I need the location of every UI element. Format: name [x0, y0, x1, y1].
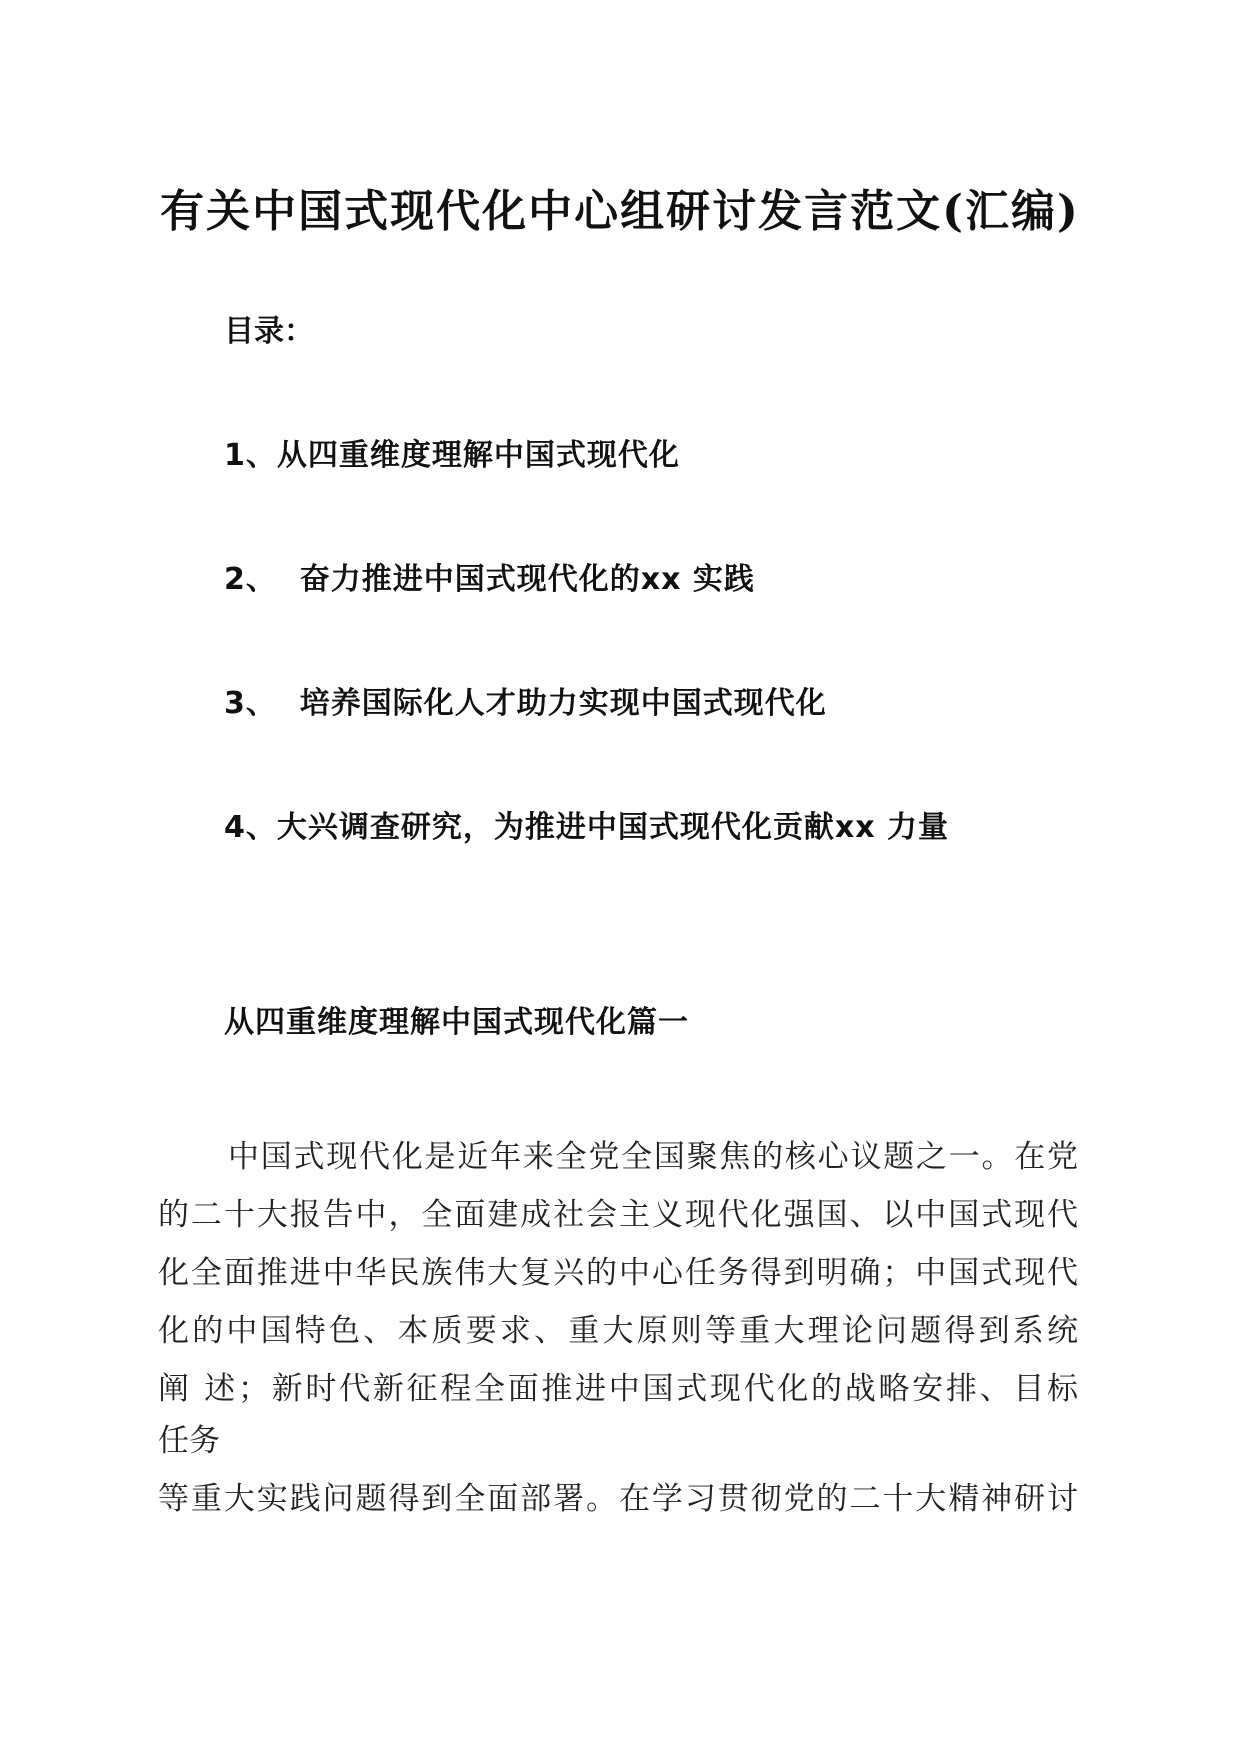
- toc-item-4: 4、大兴调查研究，为推进中国式现代化贡献xx 力量: [224, 810, 950, 845]
- body-line-4: 化的中国特色、本质要求、重大原则等重大理论问题得到系统: [158, 1313, 1078, 1349]
- body-line-1: 中国式现代化是近年来全党全国聚焦的核心议题之一。在党: [228, 1139, 1078, 1175]
- body-line-5: 阐 述；新时代新征程全面推进中国式现代化的战略安排、目标: [158, 1371, 1078, 1407]
- document-title: 有关中国式现代化中心组研讨发言范文(汇编): [160, 186, 1080, 237]
- body-line-2: 的二十大报告中，全面建成社会主义现代化强国、以中国式现代: [158, 1197, 1078, 1233]
- body-line-3: 化全面推进中华民族伟大复兴的中心任务得到明确；中国式现代: [158, 1255, 1078, 1291]
- toc-item-2: 2、 奋力推进中国式现代化的xx 实践: [224, 562, 755, 597]
- body-line-7: 等重大实践问题得到全面部署。在学习贯彻党的二十大精神研讨: [158, 1481, 1078, 1517]
- toc-item-1: 1、从四重维度理解中国式现代化: [224, 438, 680, 473]
- section-heading: 从四重维度理解中国式现代化篇一: [224, 1005, 689, 1040]
- toc-heading: 目录：: [224, 314, 314, 349]
- toc-item-3: 3、 培养国际化人才助力实现中国式现代化: [224, 686, 827, 721]
- body-line-6: 任务: [158, 1423, 220, 1459]
